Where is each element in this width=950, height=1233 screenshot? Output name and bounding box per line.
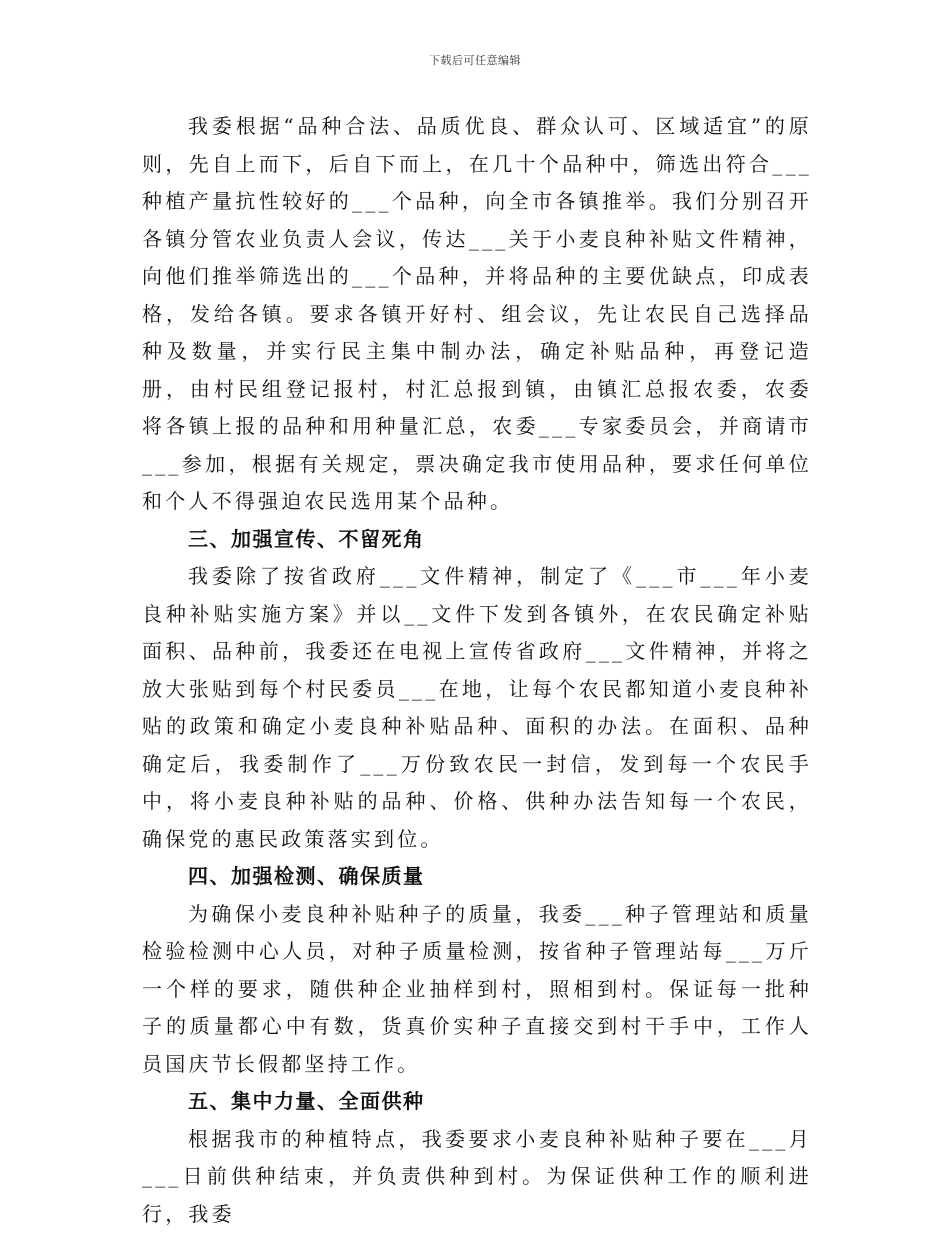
- section-heading-5: 五、集中力量、全面供种: [142, 1083, 812, 1121]
- paragraph-seed-supply: 根据我市的种植特点，我委要求小麦良种补贴种子要在___月___日前供种结束，并负责供种到村。为保证供种工作的顺利进行，我委: [142, 1121, 812, 1233]
- page-header: 下载后可任意编辑: [0, 53, 950, 69]
- section-heading-3: 三、加强宣传、不留死角: [142, 521, 812, 559]
- section-heading-4: 四、加强检测、确保质量: [142, 858, 812, 896]
- document-body: [142, 108, 812, 1233]
- paragraph-quality-testing: 为确保小麦良种补贴种子的质量，我委___种子管理站和质量检验检测中心人员，对种子质量检测，按省种子管理站每___万斤一个样的要求，随供种企业抽样到村，照相到村。保证每一批种子的质量都心中有数，货真价实种子直接交到村干手中，工作人员国庆节长假都坚持工作。: [142, 896, 812, 1084]
- paragraph-publicity: 我委除了按省政府___文件精神，制定了《___市___年小麦良种补贴实施方案》并以__文件下发到各镇外，在农民确定补贴面积、品种前，我委还在电视上宣传省政府___文件精神，并将之放大张贴到每个村民委员___在地，让每个农民都知道小麦良种补贴的政策和确定小麦良种补贴品种、面积的办法。在面积、品种确定后，我委制作了___万份致农民一封信，发到每一个农民手中，将小麦良种补贴的品种、价格、供种办法告知每一个农民，确保党的惠民政策落实到位。: [142, 558, 812, 858]
- paragraph-variety-selection: 我委根据“品种合法、品质优良、群众认可、区域适宜”的原则，先自上而下，后自下而上，在几十个品种中，筛选出符合___种植产量抗性较好的___个品种，向全市各镇推举。我们分别召开各镇分管农业负责人会议，传达___关于小麦良种补贴文件精神，向他们推举筛选出的___个品种，并将品种的主要优缺点，印成表格，发给各镇。要求各镇开好村、组会议，先让农民自己选择品种及数量，并实行民主集中制办法，确定补贴品种，再登记造册，由村民组登记报村，村汇总报到镇，由镇汇总报农委，农委将各镇上报的品种和用种量汇总，农委___专家委员会，并商请市___参加，根据有关规定，票决确定我市使用品种，要求任何单位和个人不得强迫农民选用某个品种。: [142, 108, 812, 521]
